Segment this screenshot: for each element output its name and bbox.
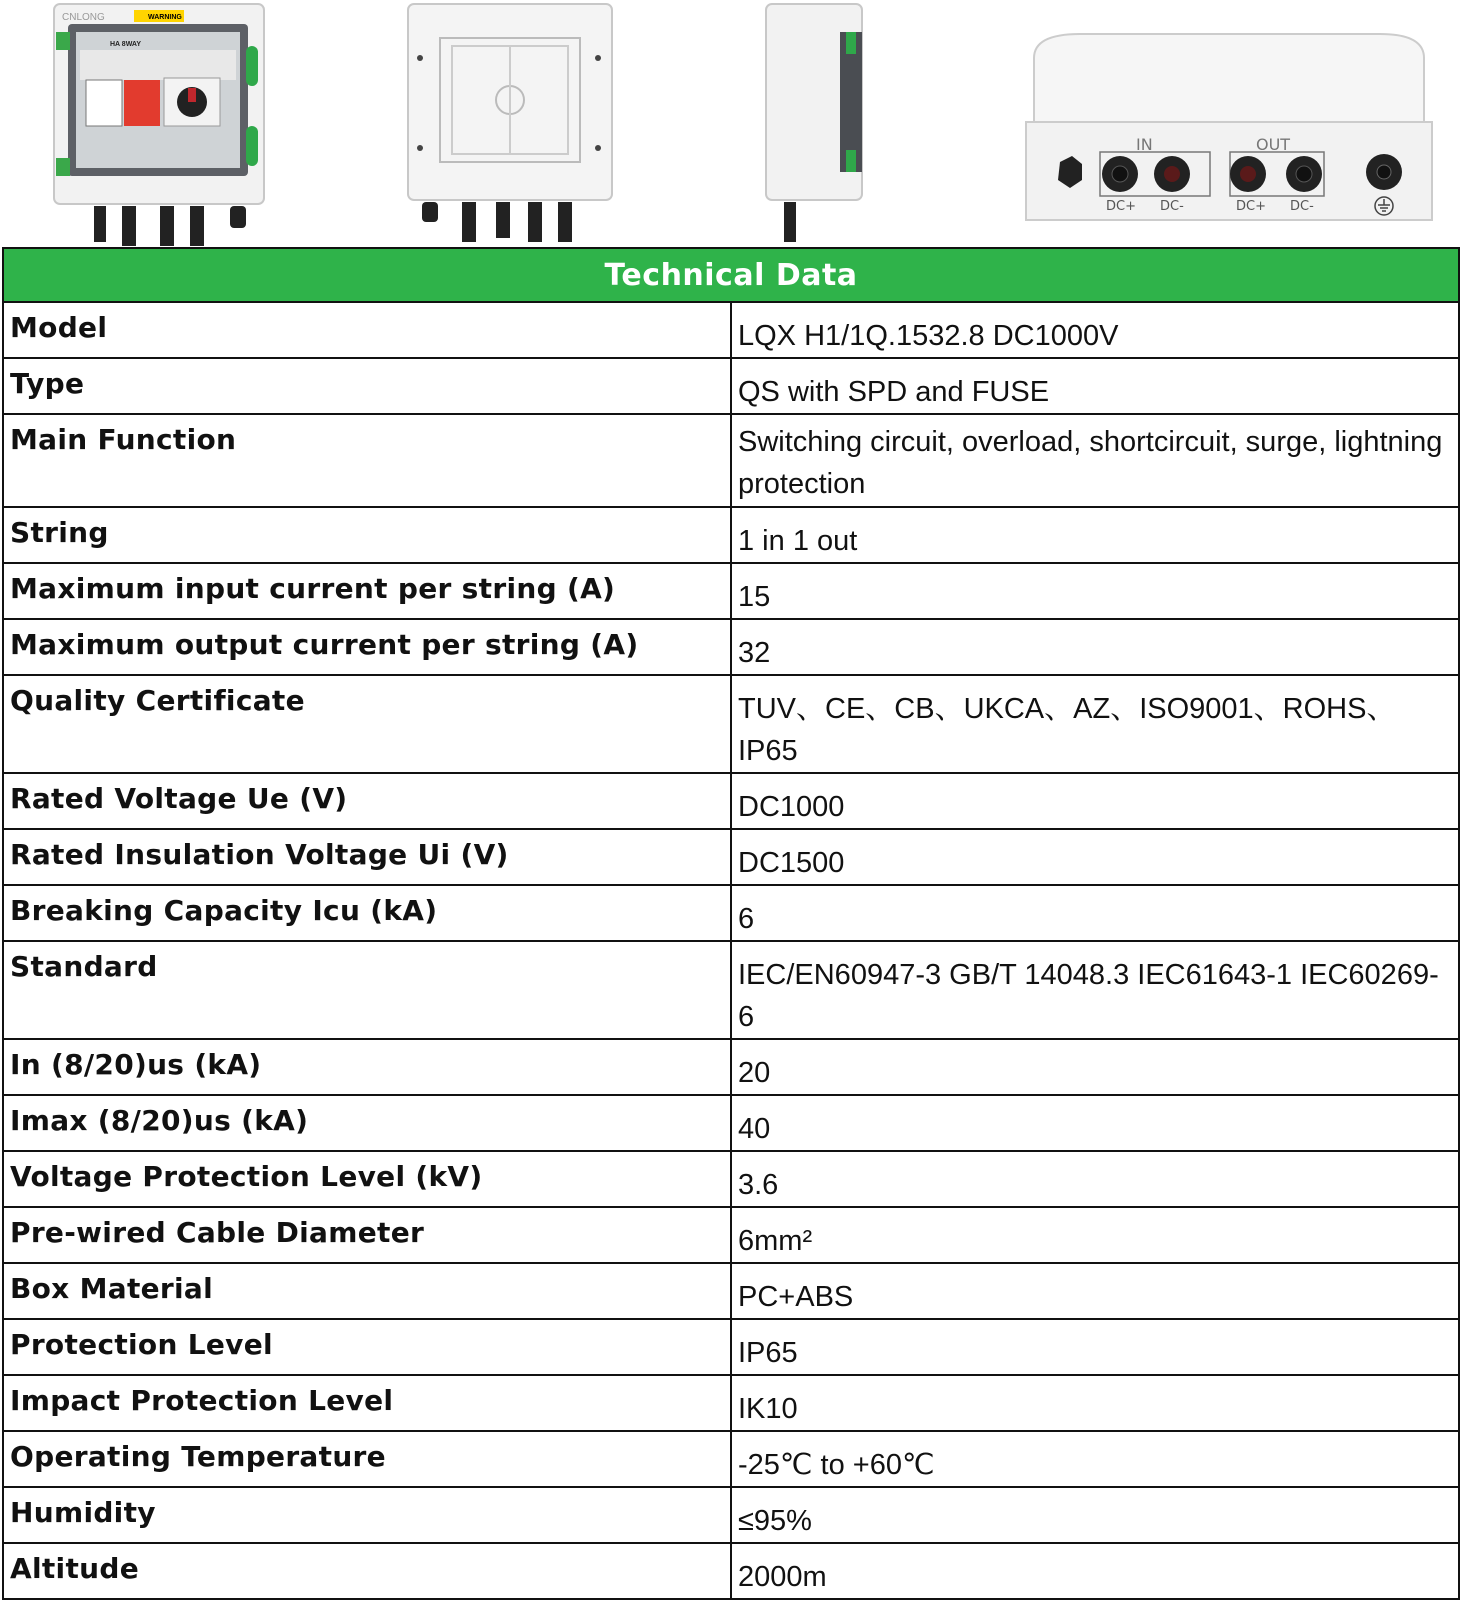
bottom-view-image — [1020, 28, 1440, 228]
table-row — [3, 1487, 1459, 1543]
row-label: Rated Voltage Ue (V) — [3, 773, 731, 829]
row-value: 1 in 1 out — [731, 507, 1459, 563]
row-label: Imax (8/20)us (kA) — [3, 1095, 731, 1151]
row-value: DC1500 — [731, 829, 1459, 885]
table-row — [3, 941, 1459, 1039]
row-label: String — [3, 507, 731, 563]
dc-minus-in-label: DC- — [1160, 199, 1184, 214]
side-view-image — [760, 2, 870, 246]
table-row — [3, 675, 1459, 773]
row-value: IK10 — [731, 1375, 1459, 1431]
dc-plus-in-label: DC+ — [1106, 199, 1136, 214]
row-label: Main Function — [3, 414, 731, 507]
row-value: 40 — [731, 1095, 1459, 1151]
panel-label: HA 8WAY — [110, 41, 141, 48]
table-row — [3, 1207, 1459, 1263]
row-value: 15 — [731, 563, 1459, 619]
row-value: 3.6 — [731, 1151, 1459, 1207]
table-header: Technical Data — [3, 248, 1459, 302]
table-row — [3, 507, 1459, 563]
table-row — [3, 773, 1459, 829]
row-label: Impact Protection Level — [3, 1375, 731, 1431]
row-value: IEC/EN60947-3 GB/T 14048.3 IEC61643-1 IEC60269-6 — [731, 941, 1459, 1039]
back-view-image — [402, 2, 617, 246]
row-value: 20 — [731, 1039, 1459, 1095]
row-label: Maximum output current per string (A) — [3, 619, 731, 675]
table-row — [3, 1095, 1459, 1151]
row-label: Operating Temperature — [3, 1431, 731, 1487]
row-label: Model — [3, 302, 731, 358]
row-value: 2000m — [731, 1543, 1459, 1599]
port-out-label: OUT — [1256, 135, 1291, 154]
warning-label: WARNING — [148, 14, 182, 21]
table-row — [3, 1375, 1459, 1431]
row-value: 32 — [731, 619, 1459, 675]
row-label: Pre-wired Cable Diameter — [3, 1207, 731, 1263]
row-label: Altitude — [3, 1543, 731, 1599]
row-label: Rated Insulation Voltage Ui (V) — [3, 829, 731, 885]
table-row — [3, 1543, 1459, 1599]
table-row — [3, 414, 1459, 507]
row-value: 6mm² — [731, 1207, 1459, 1263]
table-row — [3, 1263, 1459, 1319]
row-label: Breaking Capacity Icu (kA) — [3, 885, 731, 941]
row-value: PC+ABS — [731, 1263, 1459, 1319]
table-row — [3, 1151, 1459, 1207]
table-row — [3, 619, 1459, 675]
table-row — [3, 1319, 1459, 1375]
row-value: TUV、CE、CB、UKCA、AZ、ISO9001、ROHS、IP65 — [731, 675, 1459, 773]
row-value: DC1000 — [731, 773, 1459, 829]
dc-minus-out-label: DC- — [1290, 199, 1314, 214]
row-value: -25℃ to +60℃ — [731, 1431, 1459, 1487]
row-label: Box Material — [3, 1263, 731, 1319]
row-label: Standard — [3, 941, 731, 1039]
row-value: 6 — [731, 885, 1459, 941]
row-label: Voltage Protection Level (kV) — [3, 1151, 731, 1207]
dc-plus-out-label: DC+ — [1236, 199, 1266, 214]
row-value: Switching circuit, overload, shortcircuit, surge, lightning protection — [731, 414, 1459, 507]
row-value: IP65 — [731, 1319, 1459, 1375]
row-value: LQX H1/1Q.1532.8 DC1000V — [731, 302, 1459, 358]
table-row — [3, 563, 1459, 619]
table-row — [3, 302, 1459, 358]
row-label: Maximum input current per string (A) — [3, 563, 731, 619]
row-label: Humidity — [3, 1487, 731, 1543]
technical-data-table — [2, 247, 1460, 1600]
table-row — [3, 1039, 1459, 1095]
row-value: QS with SPD and FUSE — [731, 358, 1459, 414]
table-row — [3, 829, 1459, 885]
brand-label: CNLONG — [62, 12, 105, 23]
product-views — [0, 0, 1463, 246]
row-value: ≤95% — [731, 1487, 1459, 1543]
row-label: Protection Level — [3, 1319, 731, 1375]
row-label: Quality Certificate — [3, 675, 731, 773]
table-row — [3, 885, 1459, 941]
port-in-label: IN — [1136, 135, 1153, 154]
front-view-image — [50, 2, 270, 246]
table-row — [3, 1431, 1459, 1487]
row-label: Type — [3, 358, 731, 414]
table-row — [3, 358, 1459, 414]
row-label: In (8/20)us (kA) — [3, 1039, 731, 1095]
